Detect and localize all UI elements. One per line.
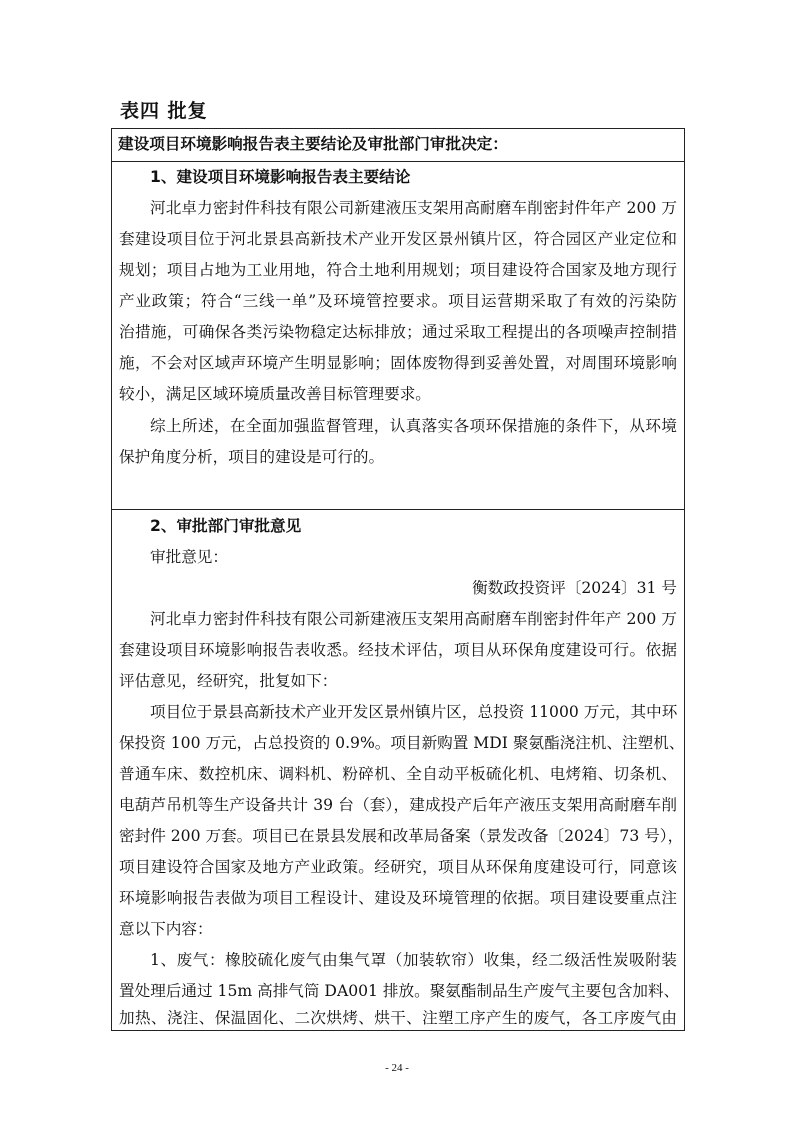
s2-p1-line: 评估意见，经研究，批复如下：: [119, 672, 338, 690]
s1-p1-line: 较小，满足区域环境质量改善目标管理要求。: [119, 385, 431, 403]
page-number: - 24 -: [385, 1062, 409, 1074]
s1-p1-line: 产业政策；符合“三线一单”及环境管控要求。项目运营期采取了有效的污染防: [119, 292, 677, 310]
s2-p2-line: 保投资 100 万元，占总投资的 0.9%。项目新购置 MDI 聚氨酯浇注机、注塑机、: [119, 734, 685, 752]
s2-p1-line: 河北卓力密封件科技有限公司新建液压支架用高耐磨车削密封件年产 200 万: [150, 610, 677, 628]
section1-heading: 1、建设项目环境影响报告表主要结论: [150, 168, 411, 186]
s2-p2-line: 密封件 200 万套。项目已在景县发展和改革局备案（景发改备〔2024〕73 号），: [119, 827, 684, 845]
approval-table: [111, 128, 685, 1031]
s1-p1-line: 河北卓力密封件科技有限公司新建液压支架用高耐磨车削密封件年产 200 万: [150, 199, 677, 217]
page-title: 表四 批复: [120, 100, 208, 122]
s2-p2-line: 项目位于景县高新技术产业开发区景州镇片区，总投资 11000 万元，其中环: [150, 703, 678, 721]
doc-number: 衡数政投资评〔2024〕31 号: [472, 579, 677, 597]
s1-p1-line: 治措施，可确保各类污染物稳定达标排放；通过采取工程提出的各项噪声控制措: [119, 323, 677, 341]
s2-p3-line: 加热、浇注、保温固化、二次烘烤、烘干、注塑工序产生的废气，各工序废气由: [119, 1009, 677, 1027]
s1-p1-line: 施，不会对区域声环境产生明显影响；固体废物得到妥善处置，对周围环境影响: [119, 354, 677, 372]
s2-p2-line: 意以下内容：: [119, 920, 213, 938]
section2-heading: 2、审批部门审批意见: [150, 517, 302, 535]
s1-p2-line: 综上所述，在全面加强监督管理，认真落实各项环保措施的条件下，从环境: [150, 417, 677, 435]
s2-p2-line: 电葫芦吊机等生产设备共计 39 台（套），建成投产后年产液压支架用高耐磨车削: [119, 796, 677, 814]
s2-p1-line: 套建设项目环境影响报告表收悉。经技术评估，项目从环保角度建设可行。依据: [119, 641, 677, 659]
approval-section: [112, 509, 684, 1030]
s2-p2-line: 普通车床、数控机床、调料机、粉碎机、全自动平板硫化机、电烤箱、切条机、: [119, 765, 677, 783]
s2-p3-line: 置处理后通过 15m 高排气筒 DA001 排放。聚氨酯制品生产废气主要包含加料、: [119, 982, 680, 1000]
s2-p3-line: 1、废气：橡胶硫化废气由集气罩（加装软帘）收集，经二级活性炭吸附装: [150, 951, 677, 969]
s1-p1-line: 规划；项目占地为工业用地，符合土地利用规划；项目建设符合国家及地方现行: [119, 261, 677, 279]
s2-p2-line: 环境影响报告表做为项目工程设计、建设及环境管理的依据。项目建设要重点注: [119, 889, 677, 907]
conclusion-section: [112, 161, 684, 509]
table-header-row: [112, 129, 684, 161]
s1-p2-line: 保护角度分析，项目的建设是可行的。: [119, 448, 385, 466]
opinion-label: 审批意见：: [150, 548, 228, 566]
table-header: 建设项目环境影响报告表主要结论及审批部门审批决定：: [118, 135, 508, 153]
s2-p2-line: 项目建设符合国家及地方产业政策。经研究，项目从环保角度建设可行，同意该: [119, 858, 677, 876]
s1-p1-line: 套建设项目位于河北景县高新技术产业开发区景州镇片区，符合园区产业定位和: [119, 230, 677, 248]
